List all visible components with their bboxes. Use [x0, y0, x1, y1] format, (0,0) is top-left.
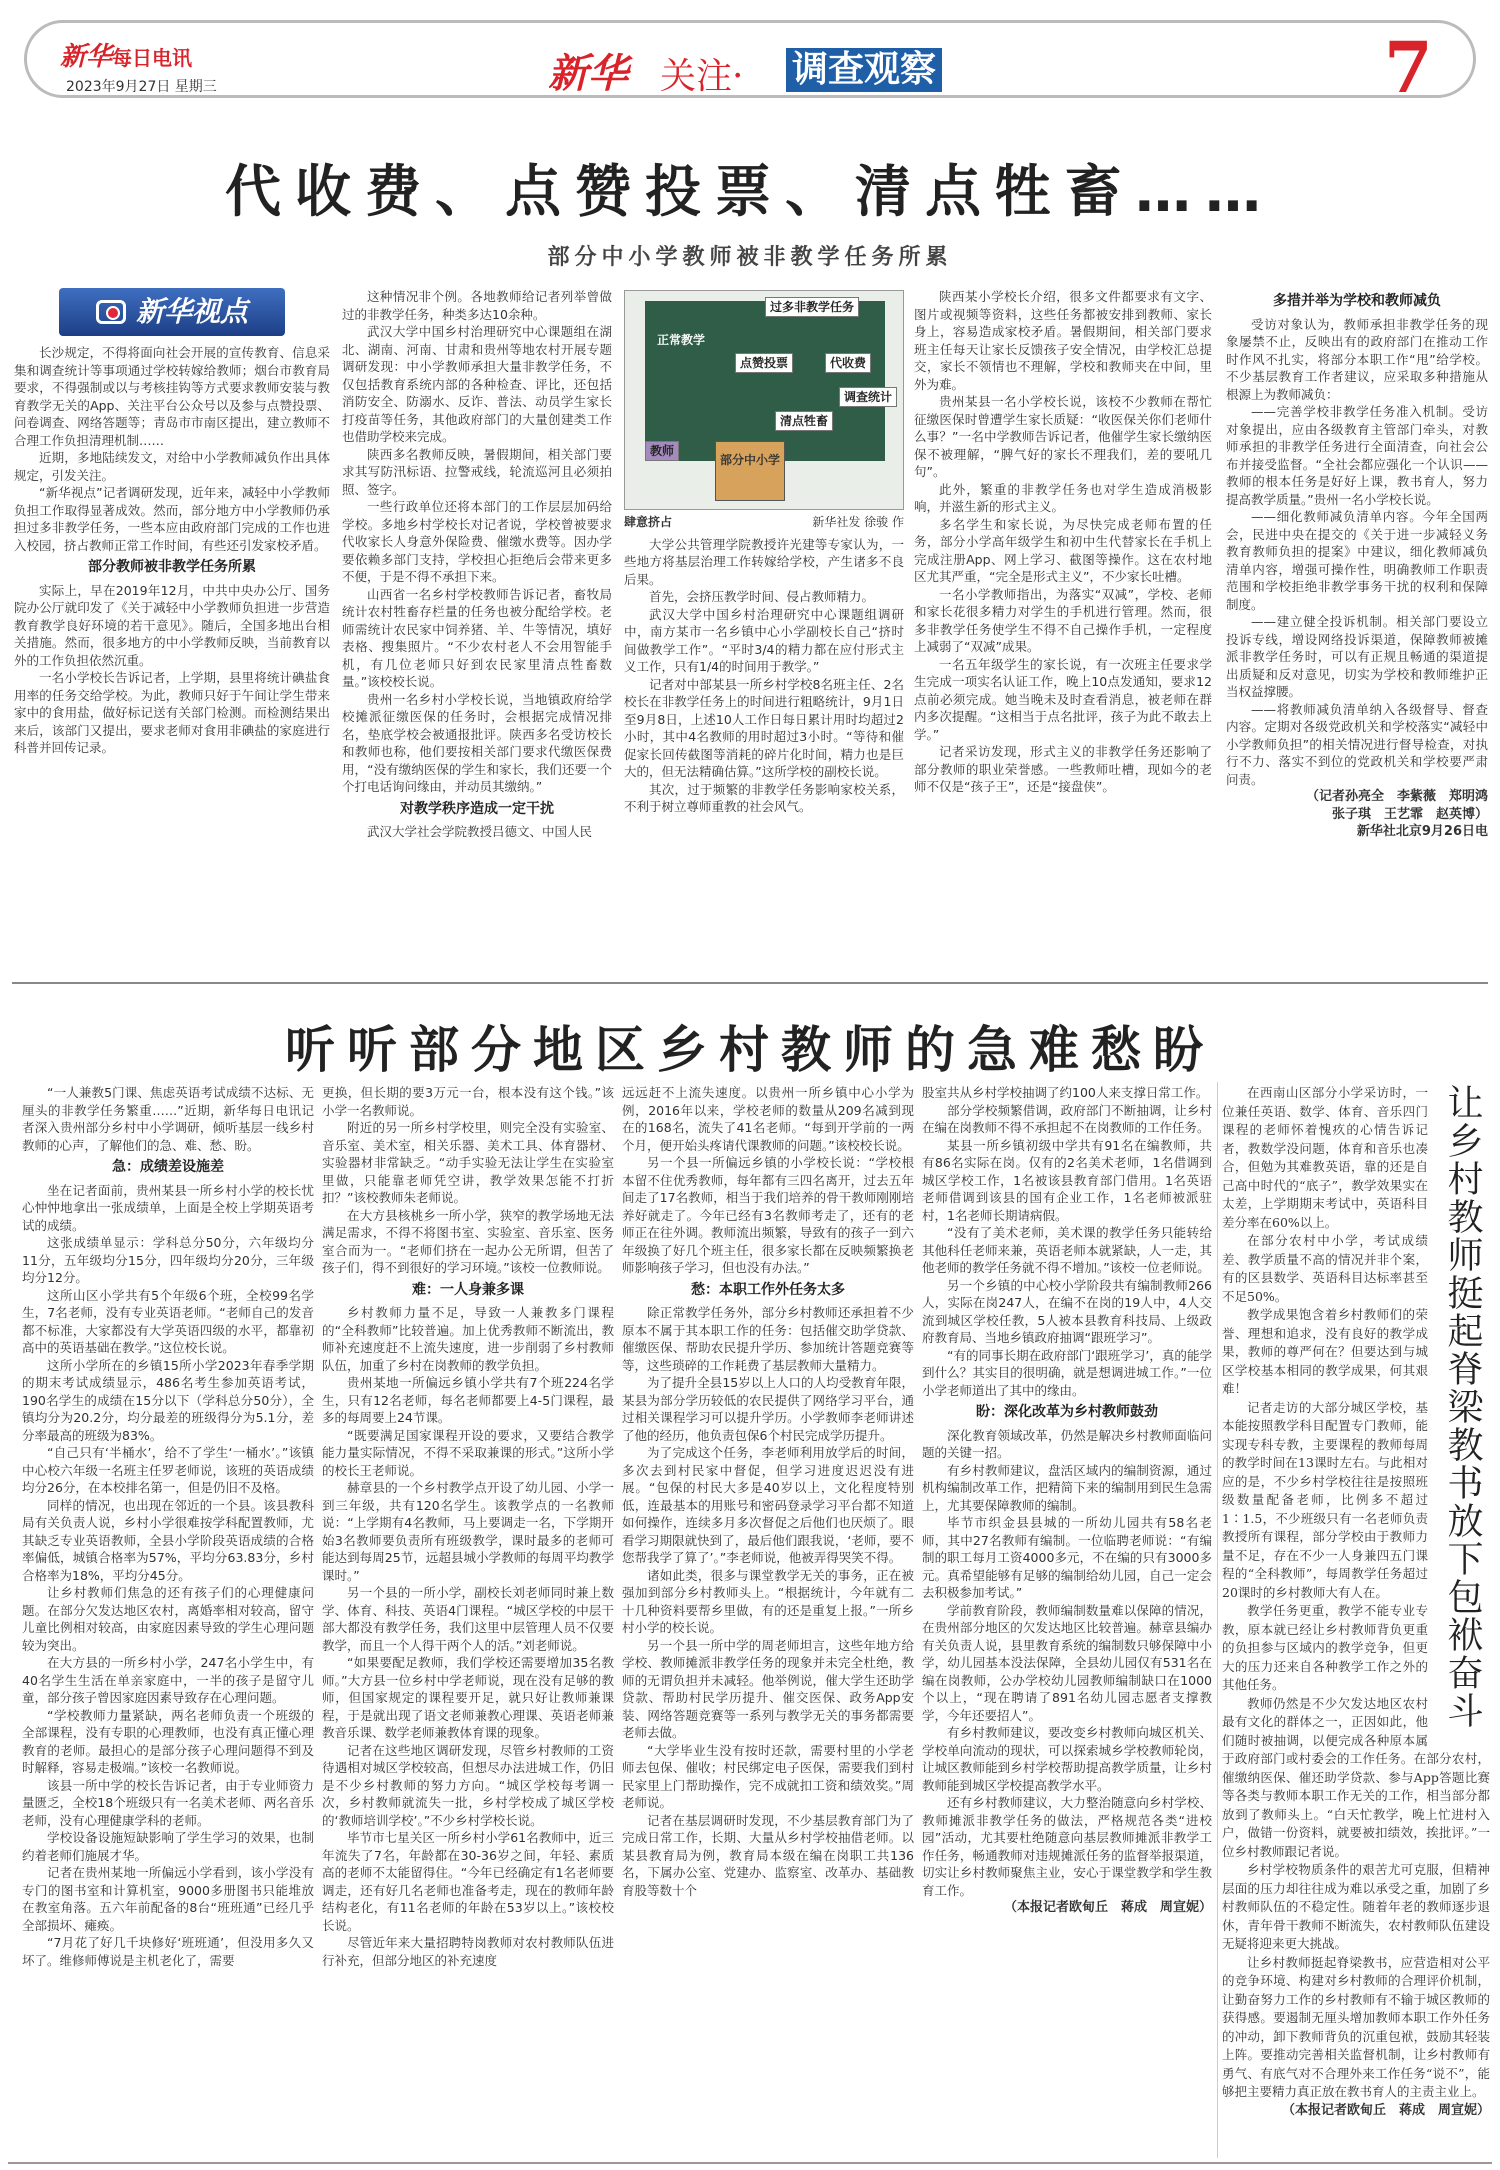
paragraph: 股室共从乡村学校抽调了约100人来支撑日常工作。	[922, 1085, 1209, 1100]
commentary-paragraph: 教学任务更重，教学不能专业专教，原本就已经让乡村教师背负更重的负担参与区域内的教学竞争，但更大的压力还来自各种教学工作之外的其他任务。	[1222, 1603, 1428, 1692]
xinhua-viewpoint-badge: 新华视点	[59, 288, 285, 336]
paragraph: 这张成绩单显示：学科总分50分，六年级均分11分，五年级均分15分，四年级均分20分，三年级均分12分。	[22, 1235, 314, 1285]
paragraph: 记者在基层调研时发现，不少基层教育部门为了完成日常工作，长期、大量从乡村学校抽借老师。以某县教育局为例，教育局本级在编在岗职工共136名，下属办公室、党建办、监察室、改革办、基础教育股等数十个	[622, 1812, 914, 1898]
paragraph: 记者对中部某县一所乡村学校8名班主任、2名校长在非教学任务上的时间进行粗略统计，9月1日至9月8日，上述10人工作日每日累计用时均超过2小时，其中4名教师的用时超过3小时。“等待和催促家长回传截图等消耗的碎片化时间，精力也是巨大的，但无法精确估算。”这所学校的副校长说。	[624, 676, 904, 779]
masthead-frame	[24, 20, 1476, 98]
paragraph: 其次，过于频繁的非教学任务影响家校关系，不利于树立尊师重教的社会风气。	[624, 781, 904, 814]
section-subheading: 难：一人身兼多课	[412, 1281, 524, 1298]
paragraph: 附近的另一所乡村学校里，则完全没有实验室、音乐室、美术室，相关乐器、美术工具、体育器材、实验器材非常缺乏。“动手实验无法让学生在实验室里做，只能靠老师凭空讲，教学效果怎能不打折扣？”该校教师朱老师说。	[322, 1120, 614, 1205]
brand-logo: 新华	[548, 50, 628, 97]
commentary-sidebar	[1222, 1084, 1490, 2120]
page-bottom-rule	[8, 2162, 1492, 2164]
paragraph: 为了提升全县15岁以上人口的人均受教育年限，某县为部分学历较低的农民提供了网络学习平台，通过相关课程学习可以提升学历。小学教师李老师讲述了他的经历，他负责包保6个村民完成学历提升。	[622, 1375, 914, 1443]
paragraph: ——完善学校非教学任务准入机制。受访对象提出，应由各级教育主管部门牵头，对教师承担的非教学任务进行全面清查，向社会公布并接受监督。“全社会都应强化一个认识——教师的根本任务是好好上课，教书育人，努力提高教学质量。”贵州一名小学校长说。	[1226, 404, 1488, 507]
paragraph: ——建立健全投诉机制。相关部门要设立投诉专线，增设网络投诉渠道，保障教师被摊派非教学任务时，可以有正规且畅通的渠道提出质疑和反对意见，切实为学校和教师维护正当权益撑腰。	[1226, 614, 1488, 699]
paragraph: 另一个县的一所小学，副校长刘老师同时兼上数学、体育、科技、英语4门课程。“城区学校的中层干部大都没有教学任务，我们这里中层管理人员不仅要教学，而且一个人得干两个人的活。”刘老师说。	[322, 1585, 614, 1653]
paragraph: 山西省一名乡村学校教师告诉记者，畜牧局统计农村牲畜存栏量的任务也被分配给学校。老师需统计农民家中饲养猪、羊、牛等情况，填好表格、搜集照片。“不少农村老人不会用智能手机，有几位老师只好到农民家里清点牲畜数量。”该校校长说。	[342, 586, 612, 689]
paragraph: 记者在这些地区调研发现，尽管乡村教师的工资待遇相对城区学校较高，但想尽办法进城工作，仍旧是不少乡村教师的努力方向。“城区学校每考调一次，乡村教师就流失一批，乡村学校成了城区学校的‘教师培训学校’。”不少乡村学校长说。	[322, 1742, 614, 1828]
paragraph: 近期，多地陆续发文，对给中小学教师减负作出具体规定，引发关注。	[14, 450, 330, 483]
paper-logo: 新华每日电讯	[60, 42, 193, 72]
paragraph: 在大方县核桃乡一所小学，狭窄的教学场地无法满足需求，不得不将图书室、实验室、音乐室、医务室合而为一。“老师们挤在一起办公无所谓，但苦了孩子们，得不到很好的学习环境。”该校一位教师说。	[322, 1207, 614, 1275]
commentary-title: 让乡村教师挺起脊梁教书放下包袱奋斗	[1442, 1084, 1483, 1730]
paragraph: 记者在贵州某地一所偏远小学看到，该小学没有专门的图书室和计算机室，9000多册图书只能堆放在教室角落。五六年前配备的8台“班班通”已经几乎全部损坏、瘫痪。	[22, 1865, 314, 1933]
article1-column-4	[914, 288, 1212, 796]
commentary-paragraph: 让乡村教师挺起脊梁教书，应营造相对公平的竞争环境、构建对乡村教师的合理评价机制，让勤奋努力工作的乡村教师有不输于城区教师的获得感。要遏制无厘头增加教师本职工作外任务的冲动，卸下教师背负的沉重包袱，鼓励其轻装上阵。要推动完善相关监督机制，让乡村教师有勇气、有底气对不合理外来工作任务“说不”，能够把主要精力真正放在教书育人的主责主业上。	[1222, 1954, 1490, 2099]
paragraph: 一名小学教师指出，为落实“双减”，学校、老师和家长花很多精力对学生的手机进行管理。然而，很多非教学任务使学生不得不自己操作手机，一定程度上减弱了“双减”成果。	[914, 586, 1212, 654]
paragraph: 此外，繁重的非教学任务也对学生造成消极影响，并滋生新的形式主义。	[914, 481, 1212, 514]
byline: 张子琪 王艺霏 赵英博）	[1331, 806, 1488, 822]
paragraph: 记者采访发现，形式主义的非教学任务还影响了部分教师的职业荣誉感。一些教师吐槽，现如今的老师不仅是“孩子王”，还是“接盘侠”。	[914, 744, 1212, 794]
paragraph: 为了完成这个任务，李老师利用放学后的时间，多次去到村民家中督促，但学习进度迟迟没有进展。“包保的村民大多是40岁以上，文化程度特别低，连最基本的用账号和密码登录学习平台都不知道如何操作，连续多月多次督促之后他们也厌烦了。眼看学习期限就快到了，最后他们跟我说，‘老师，要不您帮我学了算了’。”李老师说，他被弄得哭笑不得。	[622, 1445, 914, 1565]
article2-column-4	[922, 1084, 1212, 1917]
paragraph: 贵州一名乡村小学校长说，当地镇政府给学校摊派征缴医保的任务时，会根据完成情况排名，垫底学校会被通报批评。陕西多名受访校长和教师也称，他们要按相关部门要求代缴医保费用，“没有缴纳医保的学生和家长，我们还要一个个打电话询问缘由，并动员其缴纳。”	[342, 691, 612, 794]
paragraph: 多名学生和家长说，为尽快完成老师布置的任务，部分小学高年级学生和初中生代替家长在手机上完成注册App、网上学习、截图等操作。这在农村地区尤其严重，“完全是形式主义”，不少家长吐槽。	[914, 516, 1212, 584]
paragraph: 贵州某县一名小学校长说，该校不少教师在帮忙征缴医保时曾遭学生家长质疑：“收医保关你们老师什么事？”一名中学教师告诉记者，他催学生家长缴纳医保不被理解，“脾气好的家长不理我们，差的要吼几句”。	[914, 394, 1212, 479]
paragraph: “自己只有‘半桶水’，给不了学生‘一桶水’。”该镇中心校六年级一名班主任罗老师说，该班的英语成绩均分26分，在本校排名第一，但是仍旧不及格。	[22, 1445, 314, 1495]
paragraph: “新华视点”记者调研发现，近年来，减轻中小学教师负担工作取得显著成效。然而，部分地方中小学教师仍承担过多非教学任务，一些本应由政府部门完成的工作也进入校园，挤占教师正常工作时间，有些还引发家校矛盾。	[14, 485, 330, 553]
article2-column-3	[622, 1084, 914, 1899]
column-name: 关注·	[660, 56, 744, 97]
paragraph: 乡村教师力量不足，导致一人兼教多门课程的“全科教师”比较普遍。加上优秀教师不断流出，教师补充速度赶不上流失速度，进一步削弱了乡村教师队伍，加重了乡村在岗教师的教学负担。	[322, 1305, 614, 1373]
paragraph: “没有了美术老师，美术课的教学任务只能转给其他科任老师来兼，英语老师本就紧缺，人一走，其他老师的教学任务就不得不增加。”该校一位老师说。	[922, 1225, 1212, 1275]
headline-2: 听听部分地区乡村教师的急难愁盼	[285, 1021, 1215, 1079]
paragraph: 这所山区小学共有5个年级6个班，全校99名学生，7名老师，没有专业英语老师。“老师自己的发音都不标准，大家都没有大学英语四级的水平，都靠初高中的英语基础在教学。”这位校长说。	[22, 1287, 314, 1355]
byline: （记者孙亮全 李紫薇 郑明鸿	[1305, 789, 1488, 804]
paragraph: 毕节市织金县县城的一所幼儿园共有58名老师，其中27名教师有编制。一位临聘老师说：“有编制的职工每月工资4000多元，不在编的只有3000多元。真希望能够有足够的编制给幼儿园，自己一定会去积极参加考试。”	[922, 1515, 1212, 1600]
subheadline-1: 部分中小学教师被非教学任务所累	[547, 245, 953, 270]
paragraph: ——细化教师减负清单内容。今年全国两会，民进中央在提交的《关于进一步减轻义务教育教师负担的提案》中建议，细化教师减负清单内容，增强可操作性，明确教师工作职责范围和学校拒绝非教学事务干扰的权利和保障制度。	[1226, 509, 1488, 612]
article2-column-2	[322, 1084, 614, 1969]
commentary-paragraph: 乡村学校物质条件的艰苦尤可克服，但精神层面的压力却往往成为难以承受之重，加剧了乡村教师队伍的不稳定性。随着年老的教师逐步退休，青年骨干教师不断流失，农村教师队伍建设无疑将迎来更大挑战。	[1222, 1862, 1490, 1951]
article1-column-3	[624, 290, 904, 816]
paragraph: “既要满足国家课程开设的要求，又要结合教学能力量实际情况，不得不采取兼课的形式。”这所小学的校长王老师说。	[322, 1427, 614, 1478]
paragraph: ——将教师减负清单纳入各级督导、督查内容。定期对各级党政机关和学校落实“减轻中小学教师负担”的相关情况进行督导检查，对执行不力、落实不到位的党政机关和学校要严肃问责。	[1226, 701, 1488, 787]
paragraph: 陕西多名教师反映，暑假期间，相关部门要求其写防汛标语、拉警戒线，轮流巡河且必须拍照、签字。	[342, 446, 612, 497]
paragraph: “大学毕业生没有按时还款，需要村里的小学老师去包保、催收；村民绑定电子医保，需要我们到村民家里上门帮助操作，完不成就扣工资和绩效奖。”周老师说。	[622, 1742, 914, 1810]
commentary-paragraph: 在部分农村中小学，考试成绩差、教学质量不高的情况并非个案，有的区县数学、英语科目达标率甚至不足50%。	[1222, 1233, 1428, 1304]
paragraph: 武汉大学社会学院教授吕德文、中国人民	[367, 824, 593, 839]
paragraph: 首先，会挤压教学时间、侵占教师精力。	[649, 589, 875, 604]
paragraph: “7月花了好几千块修好‘班班通’，但没用多久又坏了。维修师傅说是主机老化了，需要	[22, 1935, 314, 1968]
paragraph: “有的同事长期在政府部门‘跟班学习’，真的能学到什么？其实目的很明确，就是想调进城工作。”一位小学老师道出了其中的缘由。	[922, 1347, 1212, 1398]
paragraph: 诸如此类，很多与课堂教学无关的事务，正在被强加到部分乡村教师头上。“根据统计，今年就有二十几种资料要帮乡里做，有的还是重复上报。”一所乡村小学的校长说。	[622, 1567, 914, 1635]
paragraph: 毕节市七星关区一所乡村小学61名教师中，近三年流失了7名，年龄都在30-36岁之间，年轻、素质高的老师不太能留得住。“今年已经确定有1名老师要调走，还有好几名老师也准备考走，现在的教师年龄结构老化，有11名老师的年龄在53岁以上。”该校校长说。	[322, 1830, 614, 1933]
commentary-byline: （本报记者欧甸丘 蒋成 周宣妮）	[1281, 2102, 1490, 2118]
paragraph: “如果要配足教师，我们学校还需要增加35名教师。”大方县一位乡村中学老师说，现在没有足够的教师，但国家规定的课程要开足，就只好让教师兼课程，于是就出现了语文老师兼教心理课、英语老师兼教音乐课、数学老师兼教体育课的现象。	[322, 1655, 614, 1740]
paragraph: 赫章县的一个乡村教学点开设了幼儿园、小学一到三年级，共有120名学生。该教学点的一名教师说：“上学期有4名教师，马上要调走一名，下学期开始3名教师要负责所有班级教学，课时最多的老师可能达到每周25节，远超县城小学教师的每周平均教学课时。”	[322, 1480, 614, 1583]
paragraph: 学前教育阶段，教师编制数量难以保障的情况，在贵州部分地区的欠发达地区比较普遍。赫章县编办有关负责人说，县里教育系统的编制数只够保障中小学，幼儿园基本没法保障，全县幼儿园仅有531名在编在岗教师，公办学校幼儿园教师编制缺口在1000个以上，“现在聘请了891名幼儿园志愿者支撑教学，今年还要招人”。	[922, 1602, 1212, 1723]
section-subheading: 盼：深化改革为乡村教师鼓劲	[976, 1404, 1158, 1420]
byline: （本报记者欧甸丘 蒋成 周宣妮）	[1003, 1900, 1212, 1915]
column-rule	[1217, 1082, 1218, 2158]
commentary-paragraph: 教师仍然是不少欠发达地区农村最有文化的群体之一，正因如此，他们随时被抽调，以便完成各种原本属于政府部门或村委会的工作任务。在部分农村，催缴纳医保、催还助学贷款、参与App答题比赛等各类与教师本职工作无关的工作，相当部分都放到了教师头上。“白天忙教学，晚上忙进村入户，做错一份资料，就要被扣绩效，挨批评。”一位乡村教师跟记者说。	[1222, 1695, 1490, 1859]
paragraph: 另一个县一所中学的周老师坦言，这些年地方给学校、教师摊派非教学任务的现象并未完全杜绝，教师的无谓负担并未减轻。他举例说，催大学生还助学贷款、帮助村民学历提升、催交医保、政务App安装、网络答题竞赛等一系列与教学无关的事务都需要老师去做。	[622, 1637, 914, 1740]
paragraph: 还有乡村教师建议，大力整治随意向乡村学校、教师摊派非教学任务的做法，严格规范各类“进校园”活动，尤其要杜绝随意向基层教师摊派非教学工作任务，畅通教师对违规摊派任务的监督举报渠道，切实让乡村教师聚焦主业，安心于课堂教学和学生教育工作。	[922, 1795, 1212, 1898]
commentary-paragraph: 教学成果饱含着乡村教师们的荣誉、理想和追求，没有良好的教学成果，教师的尊严何在？但要达到与城区学校基本相同的教学成果，何其艰难！	[1222, 1307, 1428, 1396]
paragraph: 学校设备设施短缺影响了学生学习的效果，也制约着老师们施展才华。	[22, 1830, 314, 1863]
paragraph: 有乡村教师建议，要改变乡村教师向城区机关、学校单向流动的现状，可以探索城乡学校教师轮岗，让城区教师能到乡村学校帮助提高教学质量，让乡村教师能到城区学校提高教学水平。	[922, 1725, 1212, 1793]
paragraph: 贵州某地一所偏远乡镇小学共有7个班224名学生，只有12名老师，每名老师都要上4-5门课程，最多的每周要上24节课。	[322, 1375, 614, 1425]
commentary-paragraph: 记者走访的大部分城区学校，基本能按照教学科目配置专门教师，能实现专科专教，主要课程的教师每周的教学时间在13课时左右。与此相对应的是，不少乡村学校往往是按照班级数量配备老师，比例多不超过1∶1.5，不少班级只有一名老师负责教授所有课程，部分学校由于教师力量不足，存在不少一人身兼四五门课程的“全科教师”，每周教学任务超过20课时的乡村教师大有人在。	[1222, 1399, 1428, 1600]
section-subheading: 部分教师被非教学任务所累	[88, 559, 256, 575]
paragraph: 某县一所乡镇初级中学共有91名在编教师，共有86名实际在岗。仅有的2名美术老师，1名借调到城区学校工作，1名被该县教育部门借用。1名英语老师借调到该县的国有企业工作，1名老师被派驻村，1名老师长期请病假。	[922, 1137, 1212, 1223]
section-subheading: 多措并举为学校和教师减负	[1273, 293, 1441, 309]
paragraph: 大学公共管理学院教授许光建等专家认为，一些地方将基层治理工作转嫁给学校，产生诸多不良后果。	[624, 536, 904, 587]
paragraph: 有乡村教师建议，盘活区域内的编制资源，通过机构编制改革工作，把精简下来的编制用到民生急需上，尤其要保障教师的编制。	[922, 1462, 1212, 1513]
page-number: 7	[1384, 26, 1433, 109]
paragraph: 除正常教学任务外，部分乡村教师还承担着不少原本不属于其本职工作的任务：包括催交助学贷款、催缴医保、帮助农民提升学历、参加统计答题竞赛等等，这些琐碎的工作耗费了基层教师大量精力。	[622, 1305, 914, 1373]
paragraph: 陕西某小学校长介绍，很多文件都要求有文字、图片或视频等资料，这些任务都被安排到教师、家长身上，容易造成家校矛盾。暑假期间，相关部门要求班主任每天让家长反馈孩子安全情况，由学校汇总提交，家长不领情也不理解，学校和教师夹在中间，里外为难。	[914, 289, 1212, 392]
camera-icon	[96, 300, 126, 324]
section-subheading: 对教学秩序造成一定干扰	[400, 800, 554, 817]
paragraph: 远远赶不上流失速度。以贵州一所乡镇中心小学为例，2016年以来，学校老师的数量从209名减到现在的168名，流失了41名老师。“每到开学前的一两个月，便开始头疼请代课教师的问题。”该校校长说。	[622, 1085, 914, 1153]
article2-column-1	[22, 1084, 314, 1969]
section-name: 调查观察	[786, 48, 942, 92]
paragraph: 在大方县的一所乡村小学，247名小学生中，有40名学生生活在单亲家庭中，一半的孩子是留守儿童，部分孩子曾因家庭因素导致存在心理问题。	[22, 1655, 314, 1705]
section-divider	[12, 982, 1488, 984]
paragraph: 深化教育领域改革，仍然是解决乡村教师面临问题的关键一招。	[922, 1427, 1212, 1460]
paragraph: 一些行政单位还将本部门的工作层层加码给学校。多地乡村学校长对记者说，学校曾被要求代收家长人身意外保险费、催缴水费等。因办学要依赖多部门支持，学校担心拒绝后会带来更多不便，于是不得不承担下来。	[342, 499, 612, 584]
article1-column-5	[1226, 288, 1488, 841]
paragraph: 更换，但长期的要3万元一台，根本没有这个钱。”该小学一名教师说。	[322, 1085, 614, 1118]
illustration-caption: 肆意挤占 新华社发 徐骏 作	[624, 515, 904, 529]
paragraph: 部分学校频繁借调，政府部门不断抽调，让乡村在编在岗教师不得不承担起不在岗教师的工作任务。	[922, 1102, 1212, 1135]
paragraph: 长沙规定，不得将面向社会开展的宣传教育、信息采集和调查统计等事项通过学校转嫁给教师；烟台市教育局要求，不得强制或以与考核挂钩等方式要求教师安装与教育教学无关的App、关注平台公众号以及参与点赞投票、问卷调查、网络答题等；青岛市市南区提出，建立教师不合理工作负担清理机制……	[14, 345, 330, 448]
paragraph: 一名小学校长告诉记者，上学期，县里将统计碘盐食用率的任务交给学校。为此，教师只好于午间让学生带来家中的食用盐，做好标记送有关部门检测。而检测结果出来后，该部门又提出，要求老师对食用非碘盐的家庭进行科普并回传记录。	[14, 670, 330, 755]
paragraph: “学校教师力量紧缺，两名老师负责一个班级的全部课程，没有专职的心理教师，也没有真正懂心理教育的老师。最担心的是部分孩子心理问题得不到及时解释，容易走极端。”该校一名教师说。	[22, 1707, 314, 1775]
paragraph: 同样的情况，也出现在邻近的一个县。该县教科局有关负责人说，乡村小学很难按学科配置教师，尤其缺乏专业英语教师，全县小学阶段英语成绩的合格率偏低，城镇合格率为57%，平均分63.83分，乡村合格率为18%，平均分45分。	[22, 1497, 314, 1583]
paragraph: 武汉大学中国乡村治理研究中心课题组调研中，南方某市一名乡镇中心小学副校长自己“挤时间做教学工作”。“平时3/4的精力都在应付形式主义工作，只有1/4的时间用于教学。”	[624, 606, 904, 674]
byline: 新华社北京9月26日电	[1356, 824, 1488, 839]
paragraph: 另一个乡镇的中心校小学阶段共有编制教师266人，实际在岗247人，在编不在岗的19人中，4人交流到城区学校任教，5人被本县教育科技局、上级政府教育局、当地乡镇政府抽调“跟班学习”。	[922, 1277, 1212, 1345]
paragraph: 一名五年级学生的家长说，有一次班主任要求学生完成一项实名认证工作，晚上10点发通知，要求12点前必须完成。她当晚未及时查看消息，被老师在群内多次提醒。“这相当于点名批评，孩子为此不敢去上学。”	[914, 656, 1212, 742]
paragraph: 武汉大学中国乡村治理研究中心课题组在湖北、湖南、河南、甘肃和贵州等地农村开展专题调研发现：中小学教师承担大量非教学任务，不仅包括教育系统内部的各种检查、评比，还包括消防安全、防溺水、反诈、普法、动员学生家长打疫苗等任务，其他政府部门的大量创建类工作也借助学校来完成。	[342, 324, 612, 444]
paragraph: 该县一所中学的校长告诉记者，由于专业师资力量匮乏，全校18个班级只有一名美术老师、两名音乐老师，没有心理健康学科的老师。	[22, 1777, 314, 1828]
paragraph: 尽管近年来大量招聘特岗教师对农村教师队伍进行补充，但部分地区的补充速度	[322, 1935, 614, 1968]
section-subheading: 愁：本职工作外任务太多	[691, 1281, 845, 1298]
paragraph: 让乡村教师们焦急的还有孩子们的心理健康问题。在部分欠发达地区农村，离婚率相对较高，留守儿童比例相对较高，由家庭因素导致的学生心理问题较为突出。	[22, 1585, 314, 1653]
commentary-paragraph: 在西南山区部分小学采访时，一位兼任英语、数学、体育、音乐四门课程的老师怀着愧疚的心情告诉记者，教数学没问题，体育和音乐也凑合，但勉为其难教英语，靠的还是自己高中时代的“底子”，教学效果实在太差，上学期期末考试中，英语科目差分率在60%以上。	[1222, 1085, 1428, 1230]
article1-column-1	[14, 288, 330, 757]
paragraph: 受访对象认为，教师承担非教学任务的现象屡禁不止，反映出有的政府部门在推动工作时作风不扎实，将部分本职工作“甩”给学校。不少基层教育工作者建议，应采取多种措施从根源上为教师减负：	[1226, 316, 1488, 402]
paragraph: 这种情况非个例。各地教师给记者列举曾做过的非教学任务，种类多达10余种。	[342, 289, 612, 322]
issue-date: 2023年9月27日 星期三	[66, 79, 217, 95]
paragraph: 另一个县一所偏远乡镇的小学校长说：“学校根本留不住优秀教师，每年都有三四名离开，过去五年间走了17名教师，相当于我们培养的骨干教师刚刚培养好就走了。今年已经有3名教师考走了，还有的老师正在往外调。教师流出频繁，导致有的孩子一到六年级换了好几个班主任，很多家长都在反映频繁换老师影响孩子学习，但也没有办法。”	[622, 1155, 914, 1275]
cartoon-illustration: 过多非教学任务 正常教学 点赞投票 代收费 清点牲畜 调查统计 教师 部分中小学	[624, 290, 904, 510]
paragraph: “一人兼教5门课、焦虑英语考试成绩不达标、无厘头的非教学任务繁重……”近期，新华每日电讯记者深入贵州部分乡村中小学调研，倾听基层一线乡村教师的心声，了解他们的急、难、愁、盼。	[22, 1085, 314, 1153]
paragraph: 实际上，早在2019年12月，中共中央办公厅、国务院办公厅就印发了《关于减轻中小学教师负担进一步营造教育教学良好环境的若干意见》。随后，全国多地出台相关措施。然而，很多地方的中小学教师反映，当前教育以外的工作负担依然沉重。	[14, 582, 330, 668]
paragraph: 这所小学所在的乡镇15所小学2023年春季学期的期末考试成绩显示，486名考生参加英语考试，190名学生的成绩在15分以下（学科总分50分），全镇均分为20.2分，均分最差的班级得分为5.1分，差分率最高的班级为83%。	[22, 1357, 314, 1443]
article1-column-2	[342, 288, 612, 841]
paragraph: 坐在记者面前，贵州某县一所乡村小学的校长忧心忡忡地拿出一张成绩单，上面是全校上学期英语考试的成绩。	[22, 1182, 314, 1233]
headline-1: 代收费、点赞投票、清点牲畜……	[225, 160, 1275, 225]
section-subheading: 急：成绩差设施差	[112, 1159, 224, 1175]
